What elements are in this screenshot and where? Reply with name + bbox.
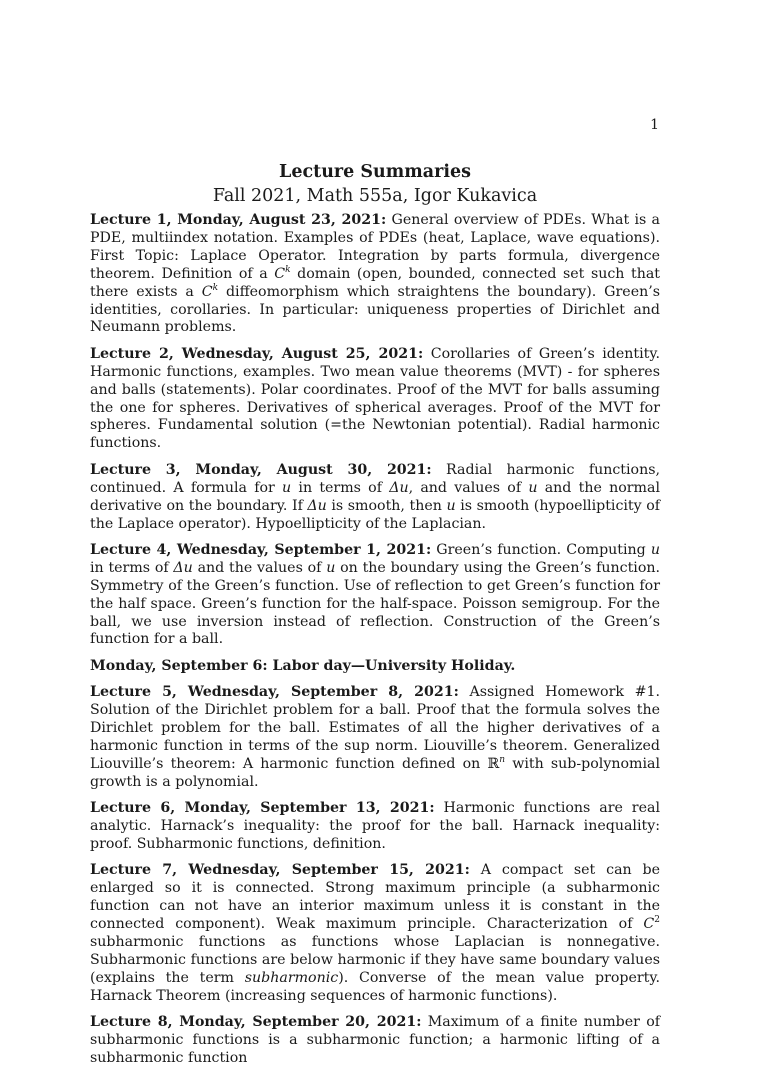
- math-symbol: C: [274, 265, 286, 282]
- math-symbol: ℝ: [487, 755, 500, 772]
- lecture-2-text: Corollaries of Green’s identity. Harmonic functions, examples. Two mean value theorems (MVT) - for spheres and balls (statements). Polar coordinates. Proof of the MVT for balls assuming the one for spheres. Derivatives of spherical averages. Proof of the MVT for spheres. Fundamental solution (=the Newtonian potential). Radial harmonic functions.: [90, 345, 660, 452]
- lecture-4-text: on the boundary using the Green’s function. Symmetry of the Green’s function. Use of reflection to get Green’s function for the half space. Green’s function for the half-space. Poisson semigroup. For the ball, we use inversion instead of reflection. Construction of the Green’s function for a ball.: [90, 559, 661, 648]
- lecture-1-text: domain (open, bounded, connected set such that there exists a: [90, 265, 660, 300]
- math-symbol: Δu: [173, 559, 193, 576]
- lecture-3-heading: Lecture 3, Monday, August 30, 2021:: [90, 461, 432, 478]
- lecture-8-text: Maximum of a finite number of subharmonic functions is a subharmonic function; a harmonic lifting of a subharmonic function: [90, 1014, 660, 1066]
- math-symbol: u: [326, 559, 336, 576]
- holiday-note: Monday, September 6: Labor day—University Holiday.: [90, 657, 516, 674]
- lecture-3-text: is smooth, then: [331, 497, 442, 514]
- emphasized-term: subharmonic: [244, 969, 339, 986]
- lecture-6: [90, 800, 660, 854]
- lecture-5-text: with sub-polynomial growth is a polynomial.: [90, 755, 660, 790]
- page-subtitle: Fall 2021, Math 555a, Igor Kukavica: [212, 186, 538, 206]
- math-superscript: n: [499, 754, 506, 765]
- lecture-7-text: subharmonic functions as functions whose Laplacian is nonnegative. Subharmonic functions are below harmonic if they have same boundary values (explains the term: [90, 934, 660, 986]
- math-superscript: 2: [654, 915, 660, 926]
- lecture-7-text: A compact set can be enlarged so it is connected. Strong maximum principle (a subharmonic function can not have an interior maximum unless it is constant in the connected component). Weak maximum principle. Characterization of: [90, 862, 661, 933]
- lecture-4: [90, 542, 660, 649]
- lecture-7: [90, 862, 660, 1005]
- page-number: 1: [650, 117, 659, 133]
- lecture-3-text: Radial harmonic functions, continued. A formula for: [90, 461, 660, 496]
- math-symbol: Δu: [307, 497, 327, 514]
- lecture-5-text: Assigned Homework #1. Solution of the Dirichlet problem for a ball. Proof that the formula solves the Dirichlet problem for the ball. Estimates of all the higher derivatives of a harmonic function in terms of the sup norm. Liouville’s theorem. Generalized Liouville’s theorem: A harmonic function defined on: [90, 684, 660, 772]
- lecture-1-text: diffeomorphism which straightens the boundary). Green’s identities, corollaries. In particular: uniqueness properties of Dirichlet and Neumann problems.: [90, 283, 661, 336]
- lecture-3-text: in terms of: [298, 479, 382, 496]
- document-header: [90, 160, 660, 208]
- math-symbol: u: [446, 497, 456, 514]
- lecture-3: [90, 462, 660, 534]
- lecture-4-text: and the values of: [197, 559, 322, 576]
- lecture-8: [90, 1014, 660, 1068]
- lecture-7-text: ). Converse of the mean value property. Harnack Theorem (increasing sequences of harmonic functions).: [90, 969, 661, 1004]
- math-symbol: u: [282, 479, 292, 496]
- lecture-2: [90, 346, 660, 453]
- lecture-5-heading: Lecture 5, Wednesday, September 8, 2021:: [90, 684, 459, 701]
- lecture-3-text: , and values of: [408, 479, 522, 496]
- lecture-1-heading: Lecture 1, Monday, August 23, 2021:: [90, 212, 387, 228]
- lecture-6-heading: Lecture 6, Monday, September 13, 2021:: [90, 800, 435, 817]
- lecture-4-text: in terms of: [90, 559, 169, 576]
- lecture-2-heading: Lecture 2, Wednesday, August 25, 2021:: [90, 345, 424, 362]
- math-symbol: C: [201, 283, 213, 300]
- math-symbol: C: [643, 916, 655, 933]
- lecture-4-text: Green’s function. Computing: [436, 541, 646, 558]
- lecture-6-text: Harmonic functions are real analytic. Harnack’s inequality: the proof for the ball. Harnack inequality: proof. Subharmonic functions, definition.: [90, 800, 660, 852]
- lecture-3-text: and the normal derivative on the boundary. If: [90, 479, 660, 514]
- lecture-8-heading: Lecture 8, Monday, September 20, 2021:: [90, 1014, 422, 1031]
- lecture-5: [90, 684, 660, 791]
- lecture-1-text: General overview of PDEs. What is a PDE, multiindex notation. Examples of PDEs (heat, Laplace, wave equations). First Topic: Laplace Operator. Integration by parts formula, divergence theorem. Definition of a: [90, 212, 660, 282]
- math-symbol: Δu: [389, 479, 409, 496]
- math-symbol: u: [650, 541, 661, 558]
- math-superscript: k: [285, 264, 291, 275]
- math-superscript: k: [212, 282, 219, 293]
- math-symbol: u: [528, 479, 538, 496]
- page-title: Lecture Summaries: [279, 162, 471, 182]
- lecture-1: [90, 212, 660, 337]
- lecture-list: [90, 212, 660, 1076]
- lecture-4-heading: Lecture 4, Wednesday, September 1, 2021:: [90, 541, 432, 558]
- lecture-7-heading: Lecture 7, Wednesday, September 15, 2021:: [90, 862, 470, 879]
- lecture-3-text: is smooth (hypoellipticity of the Laplace operator). Hypoellipticity of the Laplacian.: [90, 497, 661, 532]
